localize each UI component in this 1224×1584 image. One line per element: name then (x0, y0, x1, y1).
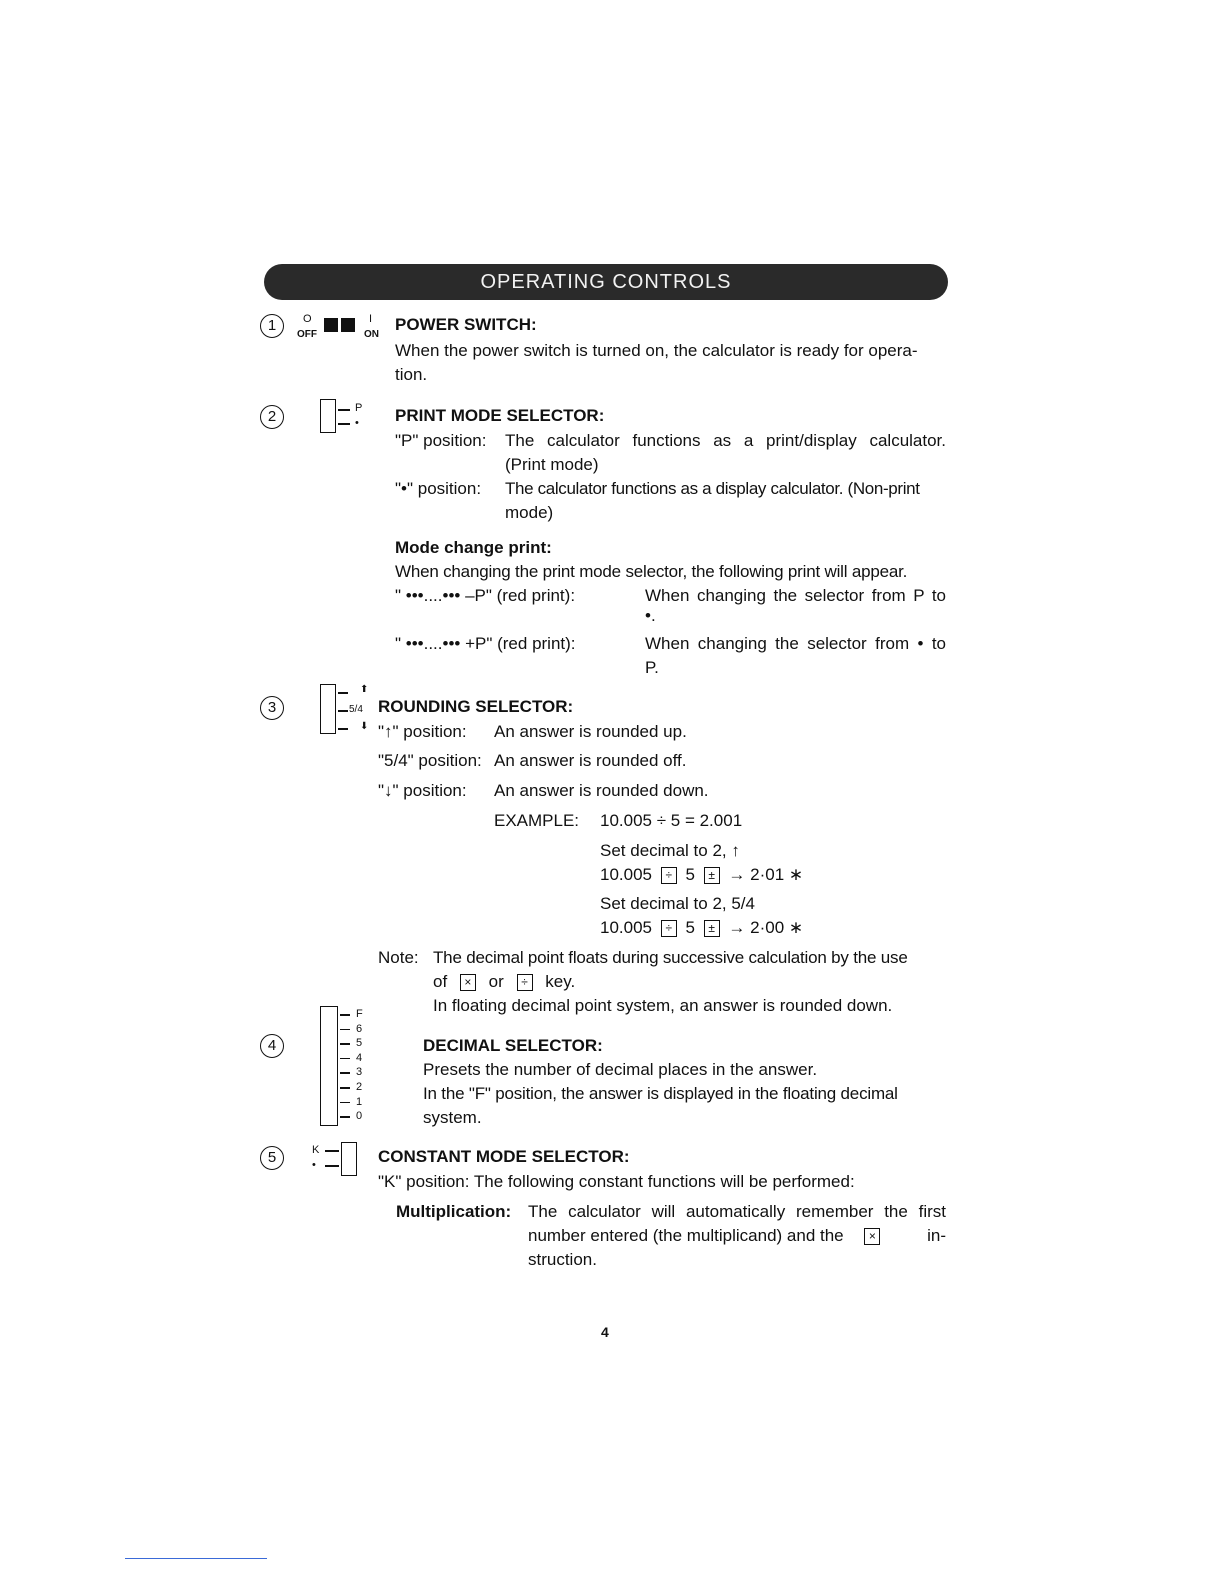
page-number: 4 (601, 1324, 609, 1340)
multiplication-text: struction. (528, 1250, 597, 1269)
decimal-tick-label: 4 (356, 1051, 363, 1064)
mode-change-intro: When changing the print mode selector, the following print will appear. (395, 562, 908, 581)
power-switch-title: POWER SWITCH: (395, 315, 537, 334)
round-off-label: "5/4" position: (378, 751, 482, 770)
plus-print-text: When changing the selector from • to (645, 634, 946, 653)
decimal-text: system. (423, 1108, 482, 1127)
multiply-key-icon: × (460, 974, 476, 991)
equals-key-icon: ± (704, 920, 720, 937)
dot-position-text: mode) (505, 503, 554, 522)
power-switch-text: tion. (395, 365, 428, 384)
p-position-text: (Print mode) (505, 455, 599, 474)
note-text: of × or ÷ key. (433, 972, 576, 991)
decimal-switch-icon (320, 1006, 372, 1128)
minus-print-text: When changing the selector from P to (645, 586, 946, 605)
p-position-text: The calculator functions as a print/display calculator. (505, 431, 946, 450)
example-equation: 10.005 ÷ 5 = 2.001 (600, 811, 743, 830)
decimal-tick (340, 1043, 350, 1045)
divide-key-icon: ÷ (661, 920, 677, 937)
divide-key-icon: ÷ (661, 867, 677, 884)
note-text: In floating decimal point system, an answer is rounded down. (433, 996, 893, 1015)
dot-position-text: The calculator functions as a display calculator. (Non-print (505, 479, 920, 498)
item-number-5: 5 (260, 1146, 284, 1170)
multiply-key-icon: × (864, 1228, 880, 1245)
decimal-tick-label: 2 (356, 1081, 363, 1093)
decimal-text: Presets the number of decimal places in the answer. (423, 1060, 818, 1079)
decimal-tick (340, 1058, 350, 1060)
example-label: EXAMPLE: (494, 811, 580, 830)
example-calc-2: 10.005 ÷ 5 ± → 2·00 ∗ (600, 918, 804, 937)
section-banner: OPERATING CONTROLS (264, 264, 948, 300)
example-calc-1: 10.005 ÷ 5 ± → 2·01 ∗ (600, 865, 804, 884)
plus-print-label: " •••....••• +P" (red print): (395, 634, 576, 653)
decimal-tick-label: 6 (356, 1022, 363, 1035)
divide-key-icon: ÷ (517, 974, 533, 991)
item-number-2: 2 (260, 405, 284, 429)
round-up-label: "↑" position: (378, 722, 467, 741)
equals-key-icon: ± (704, 867, 720, 884)
print-mode-switch-icon: P • (320, 399, 370, 435)
decimal-tick (340, 1029, 350, 1031)
minus-print-text: •. (645, 606, 656, 625)
print-mode-title: PRINT MODE SELECTOR: (395, 406, 605, 425)
decimal-tick (340, 1087, 350, 1089)
note-label: Note: (378, 948, 419, 967)
multiplication-text: The calculator will automatically remember the first (528, 1202, 946, 1221)
round-off-text: An answer is rounded off. (494, 751, 687, 770)
decimal-tick (340, 1072, 350, 1074)
item-number-1: 1 (260, 314, 284, 338)
round-up-text: An answer is rounded up. (494, 722, 687, 741)
decimal-tick-label: 3 (356, 1066, 363, 1079)
constant-switch-icon: K • (310, 1140, 362, 1180)
round-down-label: "↓" position: (378, 781, 467, 800)
decimal-tick (340, 1014, 350, 1016)
decimal-tick-label: 0 (356, 1110, 363, 1123)
example-set-1: Set decimal to 2, ↑ (600, 841, 740, 860)
decimal-text: In the "F" position, the answer is displayed in the floating decimal (423, 1084, 898, 1103)
multiplication-label: Multiplication: (396, 1202, 512, 1221)
note-text: The decimal point floats during successive calculation by the use (433, 948, 908, 967)
power-switch-icon: O OFF I ON (297, 313, 379, 340)
decimal-tick-label: 1 (356, 1095, 363, 1108)
decimal-tick (340, 1102, 350, 1104)
power-switch-text: When the power switch is turned on, the calculator is ready for opera- (395, 341, 918, 360)
p-position-label: "P" position: (395, 431, 487, 450)
item-number-4: 4 (260, 1034, 284, 1058)
round-down-text: An answer is rounded down. (494, 781, 709, 800)
dot-position-label: "•" position: (395, 479, 482, 498)
rounding-title: ROUNDING SELECTOR: (378, 697, 574, 716)
multiplication-text: number entered (the multiplicand) and the × in- (528, 1226, 946, 1245)
decimal-tick-label: F (356, 1008, 363, 1020)
item-number-3: 3 (260, 696, 284, 720)
constant-k-line: "K" position: The following constant functions will be performed: (378, 1172, 855, 1191)
constant-title: CONSTANT MODE SELECTOR: (378, 1147, 630, 1166)
decimal-tick-label: 5 (356, 1037, 363, 1050)
mode-change-title: Mode change print: (395, 538, 552, 557)
minus-print-label: " •••....••• –P" (red print): (395, 586, 576, 605)
example-set-2: Set decimal to 2, 5/4 (600, 894, 755, 913)
decimal-tick (340, 1116, 350, 1118)
rounding-switch-icon: ⬆ 5/4 ⬇ (320, 684, 376, 736)
plus-print-text: P. (645, 658, 659, 677)
footer-rule (125, 1558, 267, 1559)
decimal-title: DECIMAL SELECTOR: (423, 1036, 603, 1055)
